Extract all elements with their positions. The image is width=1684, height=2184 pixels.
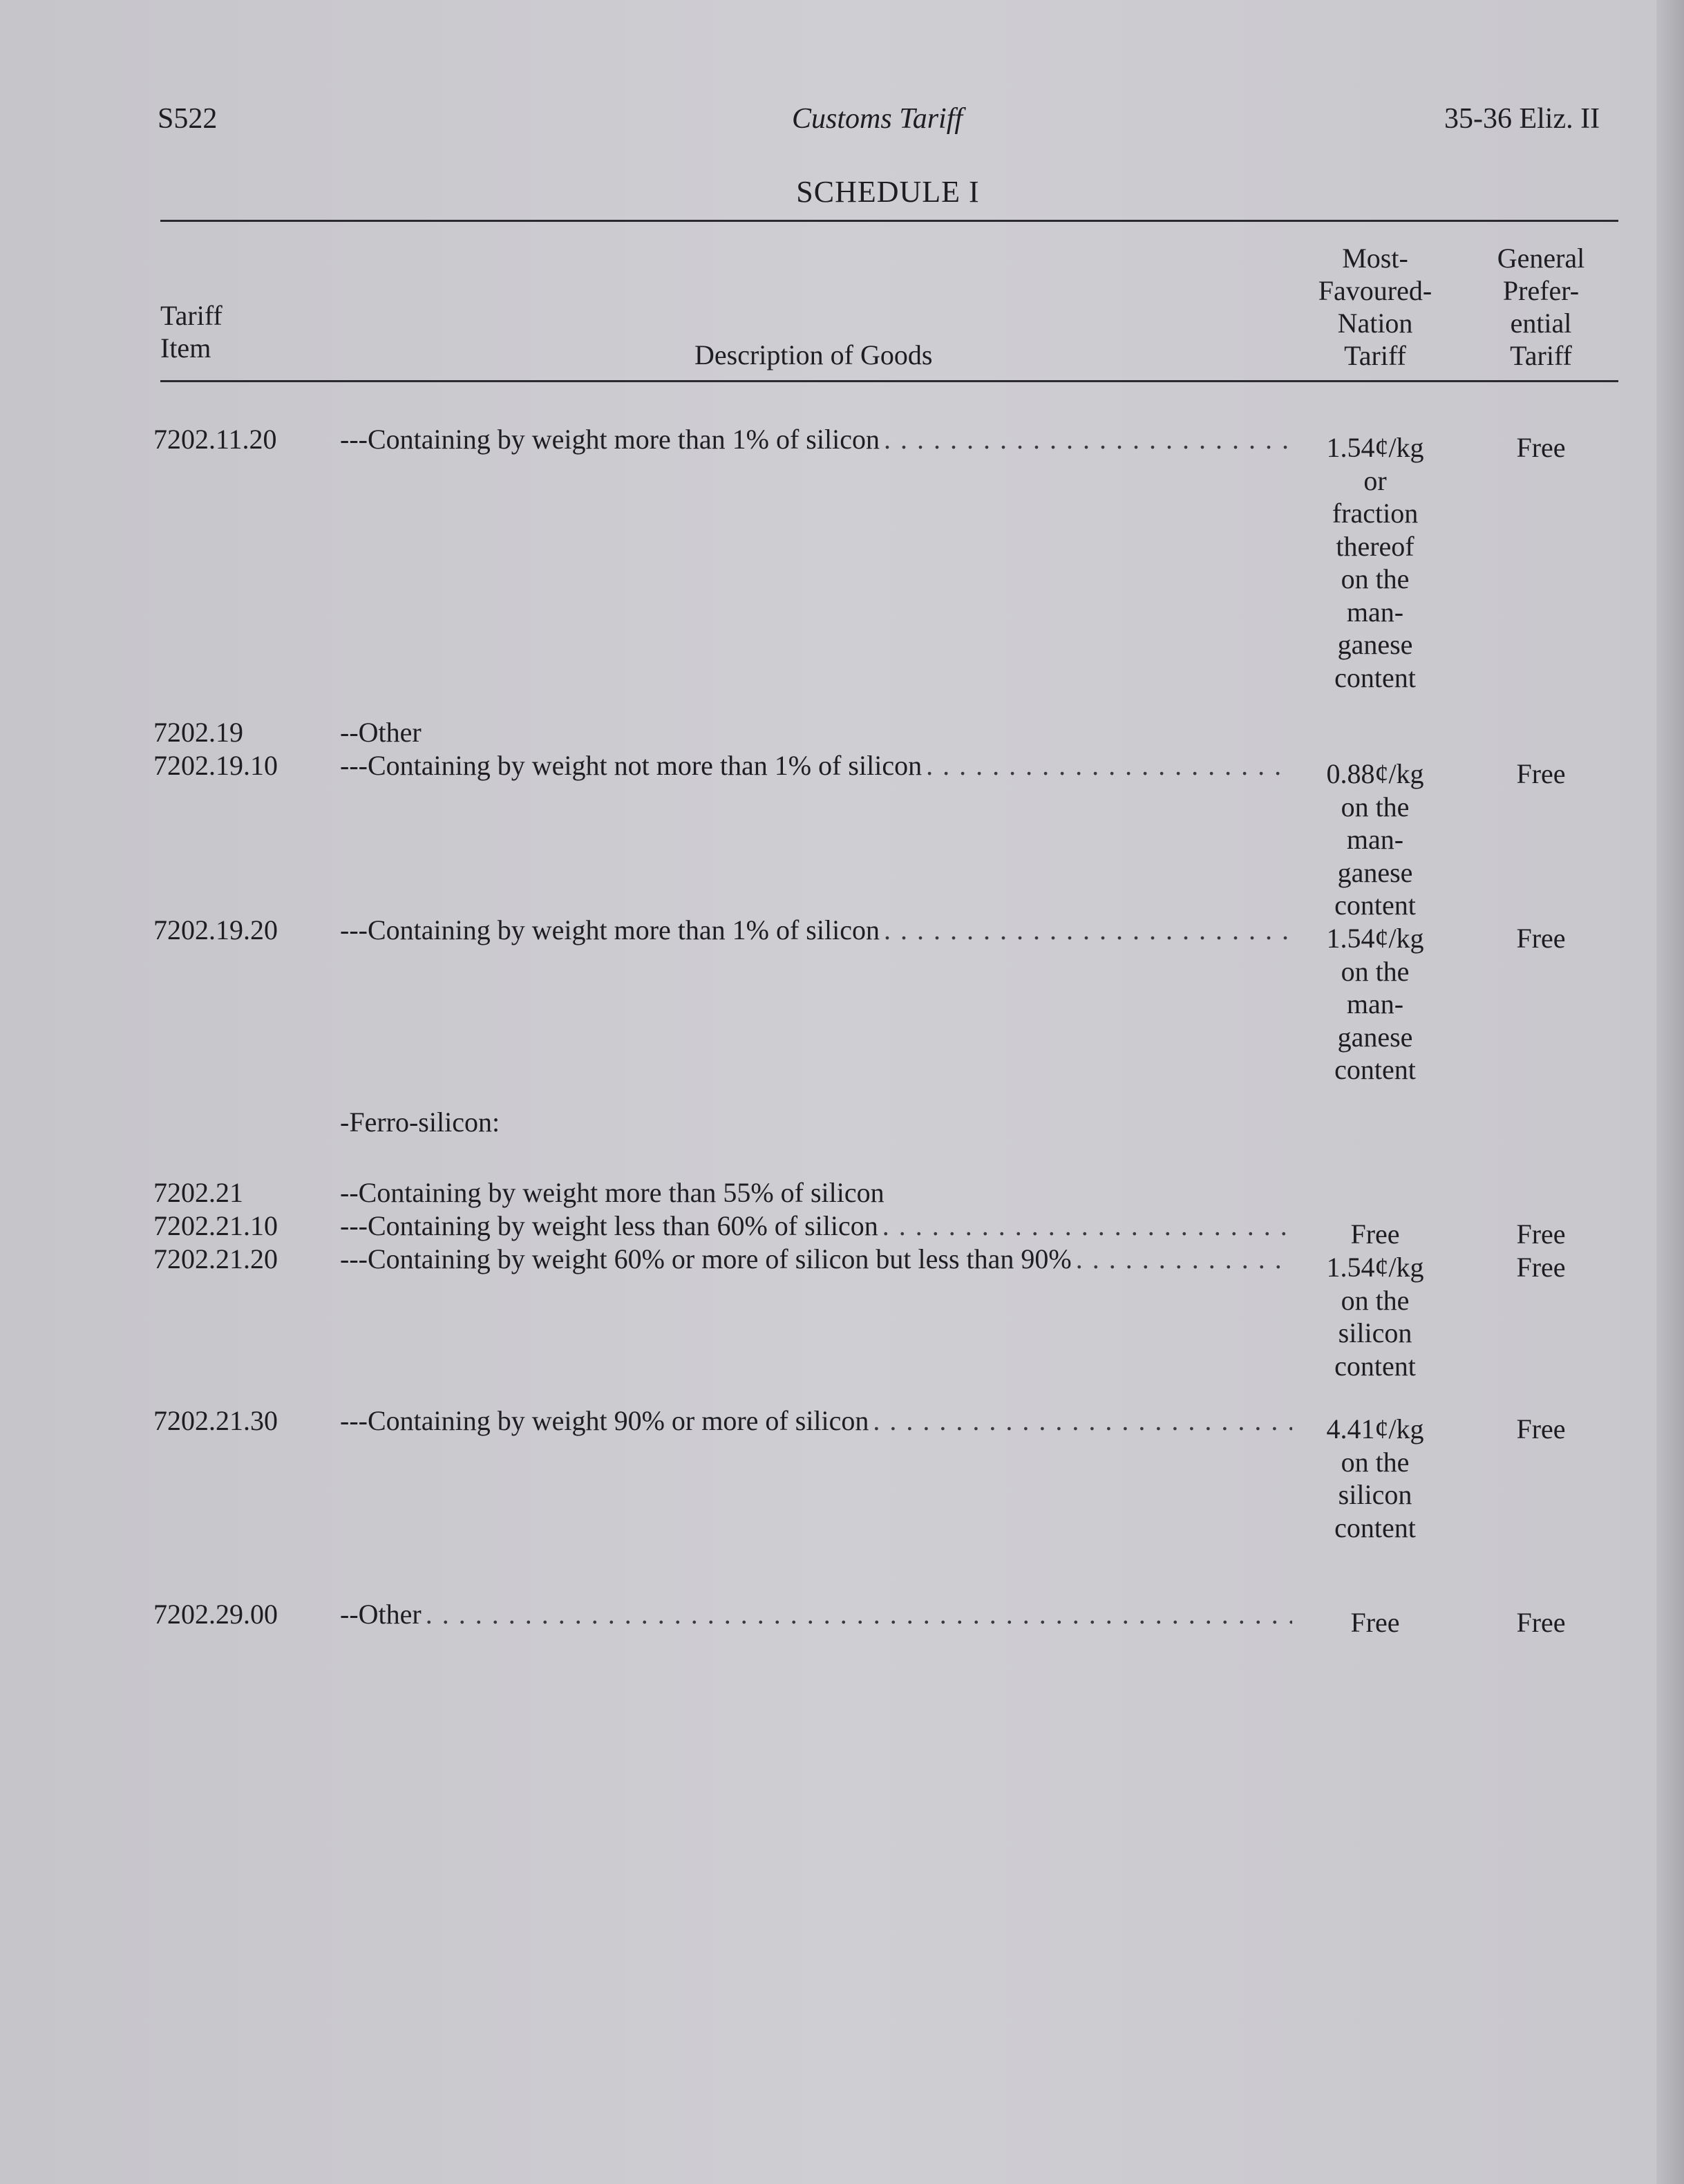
goods-description xyxy=(340,749,1292,782)
goods-description-text: -Ferro-silicon: xyxy=(340,1107,500,1138)
mfn-rate-line: on the xyxy=(1341,1284,1410,1316)
mfn-tariff-rate xyxy=(1285,1413,1465,1544)
goods-description-text: ---Containing by weight 90% or more of silicon xyxy=(340,1405,869,1436)
mfn-rate-line: content xyxy=(1334,1054,1416,1085)
mfn-tariff-rate xyxy=(1285,431,1465,694)
mfn-rate-line: ganese xyxy=(1337,629,1413,660)
goods-description-text: ---Containing by weight more than 1% of silicon xyxy=(340,914,880,945)
schedule-title: SCHEDULE I xyxy=(796,175,980,209)
column-header-mfn: Most- Favoured- Nation Tariff xyxy=(1318,243,1432,371)
mfn-rate-line: 0.88¢/kg xyxy=(1326,758,1424,789)
gpt-tariff-rate: Free xyxy=(1516,432,1566,463)
goods-description xyxy=(340,1404,1292,1438)
mfn-rate-line: content xyxy=(1334,661,1416,693)
tariff-item-code: 7202.21.20 xyxy=(153,1243,278,1274)
tariff-item-code: 7202.21 xyxy=(153,1177,243,1208)
gpt-tariff-rate: Free xyxy=(1516,1607,1566,1638)
gpt-tariff-rate: Free xyxy=(1516,923,1566,954)
mfn-tariff-rate xyxy=(1285,1218,1465,1251)
gpt-tariff-rate: Free xyxy=(1516,1413,1566,1444)
mfn-rate-line: 4.41¢/kg xyxy=(1326,1413,1424,1444)
mfn-rate-line: man- xyxy=(1346,824,1404,855)
column-header-tariff-item: Tariff Item xyxy=(160,300,223,364)
mfn-rate-line: Free xyxy=(1350,1607,1400,1638)
mfn-rate-line: silicon xyxy=(1338,1479,1412,1510)
header-top-rule xyxy=(160,220,1618,222)
mfn-rate-line: content xyxy=(1334,889,1416,921)
mfn-rate-line: or xyxy=(1363,464,1387,496)
goods-description-text: ---Containing by weight less than 60% of silicon xyxy=(340,1210,878,1241)
page-number: S522 xyxy=(158,103,218,135)
goods-description xyxy=(340,1598,1292,1631)
mfn-tariff-rate xyxy=(1285,1251,1465,1382)
dot-leader xyxy=(884,423,1292,456)
tariff-item-code: 7202.29.00 xyxy=(153,1599,278,1630)
mfn-rate-line: content xyxy=(1334,1512,1416,1543)
header-bottom-rule xyxy=(160,380,1618,382)
mfn-rate-line: on the xyxy=(1341,955,1410,987)
dot-leader xyxy=(426,1598,1292,1631)
mfn-rate-line: on the xyxy=(1341,791,1410,822)
mfn-rate-line: 1.54¢/kg xyxy=(1326,923,1424,954)
goods-description xyxy=(340,1243,1292,1276)
mfn-rate-line: man- xyxy=(1346,988,1404,1019)
goods-description xyxy=(340,716,1292,749)
mfn-rate-line: thereof xyxy=(1336,530,1415,562)
gpt-tariff-rate: Free xyxy=(1516,1218,1566,1250)
mfn-rate-line: 1.54¢/kg xyxy=(1326,1252,1424,1283)
mfn-rate-line: fraction xyxy=(1332,498,1419,529)
dot-leader xyxy=(926,749,1292,782)
mfn-tariff-rate xyxy=(1285,922,1465,1086)
mfn-rate-line: 1.54¢/kg xyxy=(1326,432,1424,463)
goods-description-text: --Other xyxy=(340,717,422,748)
mfn-rate-line: on the xyxy=(1341,563,1410,594)
tariff-item-code: 7202.19.20 xyxy=(153,914,278,945)
mfn-rate-line: silicon xyxy=(1338,1317,1412,1348)
dot-leader xyxy=(882,1209,1292,1243)
mfn-tariff-rate xyxy=(1285,757,1465,922)
mfn-rate-line: man- xyxy=(1346,596,1404,628)
tariff-item-code: 7202.21.10 xyxy=(153,1210,278,1241)
mfn-rate-line: on the xyxy=(1341,1446,1410,1478)
gpt-tariff-rate: Free xyxy=(1516,1252,1566,1283)
tariff-item-code: 7202.19 xyxy=(153,717,243,748)
gpt-tariff-rate: Free xyxy=(1516,758,1566,789)
mfn-rate-line: Free xyxy=(1350,1218,1400,1250)
goods-description xyxy=(340,914,1292,947)
dot-leader xyxy=(1076,1243,1292,1276)
goods-description-text: ---Containing by weight 60% or more of silicon but less than 90% xyxy=(340,1243,1072,1274)
column-header-description: Description of Goods xyxy=(694,339,933,370)
dot-leader xyxy=(884,914,1292,947)
regnal-year: 35-36 Eliz. II xyxy=(1444,103,1600,135)
document-title: Customs Tariff xyxy=(792,103,963,135)
goods-description xyxy=(340,1176,1292,1209)
goods-description xyxy=(340,1106,1292,1139)
mfn-tariff-rate xyxy=(1285,1606,1465,1639)
mfn-rate-line: ganese xyxy=(1337,856,1413,888)
page-edge xyxy=(1656,0,1684,2184)
tariff-item-code: 7202.11.20 xyxy=(153,424,277,455)
mfn-rate-line: ganese xyxy=(1337,1021,1413,1053)
goods-description xyxy=(340,1209,1292,1243)
goods-description-text: ---Containing by weight not more than 1% of silicon xyxy=(340,750,923,781)
tariff-item-code: 7202.19.10 xyxy=(153,750,278,781)
tariff-item-code: 7202.21.30 xyxy=(153,1405,278,1436)
goods-description-text: --Other xyxy=(340,1599,422,1630)
dot-leader xyxy=(873,1404,1292,1438)
mfn-rate-line: content xyxy=(1334,1350,1416,1382)
goods-description xyxy=(340,423,1292,456)
column-header-gpt: General Prefer- ential Tariff xyxy=(1497,243,1585,371)
goods-description-text: ---Containing by weight more than 1% of silicon xyxy=(340,424,880,455)
goods-description-text: --Containing by weight more than 55% of silicon xyxy=(340,1177,884,1208)
